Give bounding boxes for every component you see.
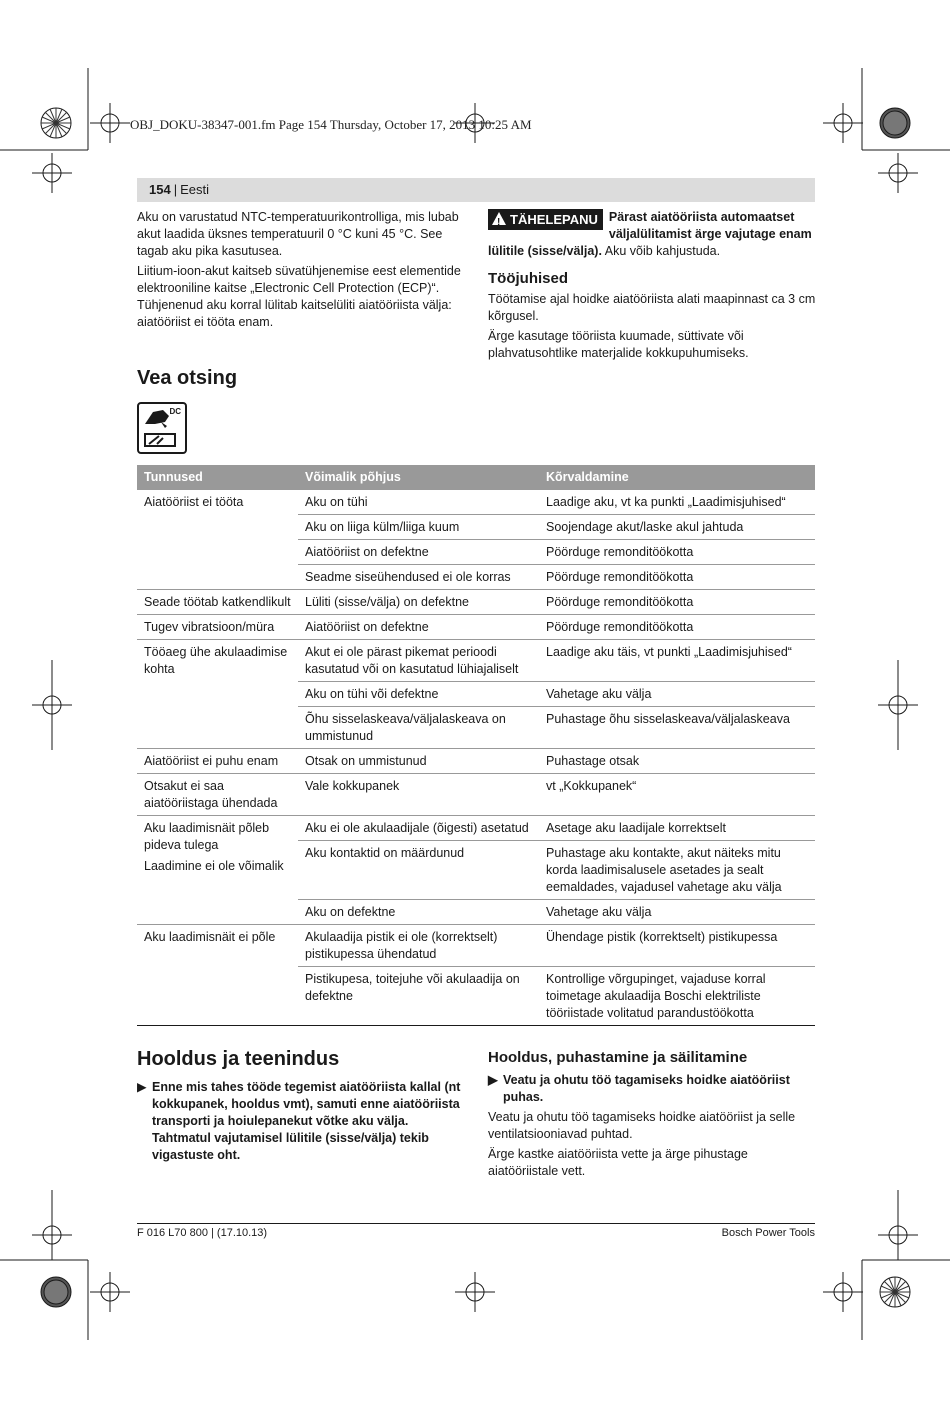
cause-cell: Aiatööriist on defektne: [298, 540, 539, 565]
remedy-cell: Vahetage aku välja: [539, 682, 815, 707]
table-row: [137, 590, 815, 615]
remedy-cell: Pöörduge remonditöökotta: [539, 565, 815, 590]
symptom-line: Aku laadimisnäit põleb pideva tulega: [144, 821, 270, 852]
page-language: Eesti: [180, 182, 209, 197]
warning-bold-text: Pärast aiatööriista automaatset väljalülitamist ärge vajutage enam lülitile (sisse/välja).: [488, 210, 812, 258]
cause-cell: Õhu sisselaskeava/väljalaskeava on ummistunud: [298, 707, 539, 749]
cleaning-bullet: [488, 1072, 816, 1106]
table-row: [137, 615, 815, 640]
column-header: Kõrvaldamine: [539, 465, 815, 490]
troubleshooting-title: Vea otsing: [137, 367, 238, 389]
cleaning-paragraph: Veatu ja ohutu töö tagamiseks hoidke aiatööriist ja selle ventilatsiooniavad puhtad.: [488, 1110, 796, 1141]
footer-doc-id: F 016 L70 800 | (17.10.13): [137, 1227, 268, 1239]
cause-cell: Aku kontaktid on määrdunud: [298, 841, 539, 900]
remedy-cell: Ühendage pistik (korrektselt) pistikupessa: [539, 925, 815, 967]
symptom-line: Laadimine ei ole võimalik: [144, 859, 284, 873]
dc-label: DC: [169, 407, 181, 416]
remedy-cell: Kontrollige võrgupinget, vajaduse korral toimetage akulaadija Boschi elektriliste tööriistade volitatud parandustöökotta: [539, 967, 815, 1026]
table-header-row: [137, 465, 815, 490]
warning-badge-label: TÄHELEPANU: [510, 212, 598, 227]
symptom-cell: Otsakut ei saa aiatööriistaga ühendada: [137, 774, 298, 816]
battery-tool-icon: [137, 402, 187, 454]
cleaning-paragraph: Ärge kastke aiatööriista vette ja ärge pihustage aiatööriistale vett.: [488, 1147, 748, 1178]
cleaning-section: [488, 1049, 816, 1183]
table-row: [137, 816, 815, 841]
symptom-cell: Tööaeg ühe akulaadimise kohta: [137, 640, 298, 749]
table-row: [137, 490, 815, 515]
remedy-cell: vt „Kokkupanek“: [539, 774, 815, 816]
symptom-cell: Aiatööriist ei tööta: [137, 490, 298, 590]
symptom-cell: Tugev vibratsioon/müra: [137, 615, 298, 640]
cause-cell: Seadme siseühendused ei ole korras: [298, 565, 539, 590]
remedy-cell: Pöörduge remonditöökotta: [539, 590, 815, 615]
warning-block: [488, 209, 816, 260]
remedy-cell: Pöörduge remonditöökotta: [539, 615, 815, 640]
troubleshooting-table: [137, 465, 815, 1026]
remedy-cell: Laadige aku täis, vt punkti „Laadimisjuhised“: [539, 640, 815, 682]
footer-brand: Bosch Power Tools: [721, 1227, 815, 1239]
symptom-cell: [137, 816, 298, 925]
work-tips-paragraph: Ärge kasutage tööriista kuumade, süttivate või plahvatusohtlike materjalide kokkupuhumiseks.: [488, 329, 749, 360]
cause-cell: Aku on tühi: [298, 490, 539, 515]
cause-cell: Aku on tühi või defektne: [298, 682, 539, 707]
table-row: [137, 749, 815, 774]
cleaning-bullet-text: Veatu ja ohutu töö tagamiseks hoidke aiatööriist puhas.: [503, 1073, 790, 1104]
table-row: [137, 640, 815, 682]
remedy-cell: Asetage aku laadijale korrektselt: [539, 816, 815, 841]
column-header: Tunnused: [137, 465, 298, 490]
column-header: Võimalik põhjus: [298, 465, 539, 490]
cause-cell: Akut ei ole pärast pikemat perioodi kasutatud või on kasutatud lühiajaliselt: [298, 640, 539, 682]
table-row: [137, 925, 815, 967]
remedy-cell: Pöörduge remonditöökotta: [539, 540, 815, 565]
maintenance-bullet-text: Enne mis tahes tööde tegemist aiatööriista kallal (nt kokkupanek, hooldus vmt), samuti enne aiatööriista transporti ja hoiulepanekut võtke aku välja. Tahtmatul vajutamisel lülitile (sisse/välja) tekib vigastuste oht.: [152, 1080, 461, 1162]
symptom-cell: Seade töötab katkendlikult: [137, 590, 298, 615]
remedy-cell: Puhastage aku kontakte, akut näiteks mitu korda laadimisalusele asetades ja sealt eemaldades, vajadusel vahetage aku välja: [539, 841, 815, 900]
remedy-cell: Vahetage aku välja: [539, 900, 815, 925]
page-number: 154: [149, 182, 171, 197]
warning-badge: [488, 209, 603, 230]
maintenance-title: Hooldus ja teenindus: [137, 1048, 340, 1070]
bullet-arrow-icon: ▶: [488, 1073, 498, 1087]
cause-cell: Aiatööriist on defektne: [298, 615, 539, 640]
cause-cell: Lüliti (sisse/välja) on defektne: [298, 590, 539, 615]
maintenance-bullet: [137, 1079, 467, 1164]
maintenance-section: [137, 1048, 467, 1164]
cause-cell: Aku ei ole akulaadijale (õigesti) asetatud: [298, 816, 539, 841]
right-intro: [488, 209, 816, 365]
remedy-cell: Laadige aku, vt ka punkti „Laadimisjuhised“: [539, 490, 815, 515]
ecp-paragraph: Liitium-ioon-akut kaitseb süvatühjenemise eest elementide elektrooniline kaitse „Electronic Cell Protection (ECP)“. Tühjenenud aku korral lülitab kaitselüliti aiatööriista välja: aiatööriist ei tööta enam.: [137, 264, 461, 329]
cause-cell: Pistikupesa, toitejuhe või akulaadija on defektne: [298, 967, 539, 1026]
page-header-band: 154 | Eesti: [137, 178, 815, 202]
work-tips-paragraph: Töötamise ajal hoidke aiatööriista alati maapinnast ca 3 cm kõrgusel.: [488, 292, 816, 323]
cause-cell: Akulaadija pistik ei ole (korrektselt) pistikupessa ühendatud: [298, 925, 539, 967]
bullet-arrow-icon: ▶: [137, 1080, 147, 1094]
warning-triangle-icon: [492, 212, 506, 225]
remedy-cell: Puhastage õhu sisselaskeava/väljalaskeava: [539, 707, 815, 749]
cause-cell: Vale kokkupanek: [298, 774, 539, 816]
footer-rule: [137, 1223, 815, 1224]
work-tips-title: Tööjuhised: [488, 270, 568, 287]
remedy-cell: Puhastage otsak: [539, 749, 815, 774]
cause-cell: Otsak on ummistunud: [298, 749, 539, 774]
symptom-cell: Aiatööriist ei puhu enam: [137, 749, 298, 774]
ntc-paragraph: Aku on varustatud NTC-temperatuurikontrolliga, mis lubab akut laadida üksnes temperatuuril 0 °C kuni 45 °C. See tagab aku pika kasutusea.: [137, 210, 459, 258]
cause-cell: Aku on defektne: [298, 900, 539, 925]
left-intro: [137, 209, 467, 334]
cause-cell: Aku on liiga külm/liiga kuum: [298, 515, 539, 540]
cleaning-title: Hooldus, puhastamine ja säilitamine: [488, 1049, 748, 1066]
print-header: OBJ_DOKU-38347-001.fm Page 154 Thursday, October 17, 2013 10:25 AM: [130, 117, 532, 132]
remedy-cell: Soojendage akut/laske akul jahtuda: [539, 515, 815, 540]
symptom-cell: Aku laadimisnäit ei põle: [137, 925, 298, 1026]
table-row: [137, 774, 815, 816]
warning-text: Aku võib kahjustuda.: [601, 244, 721, 258]
